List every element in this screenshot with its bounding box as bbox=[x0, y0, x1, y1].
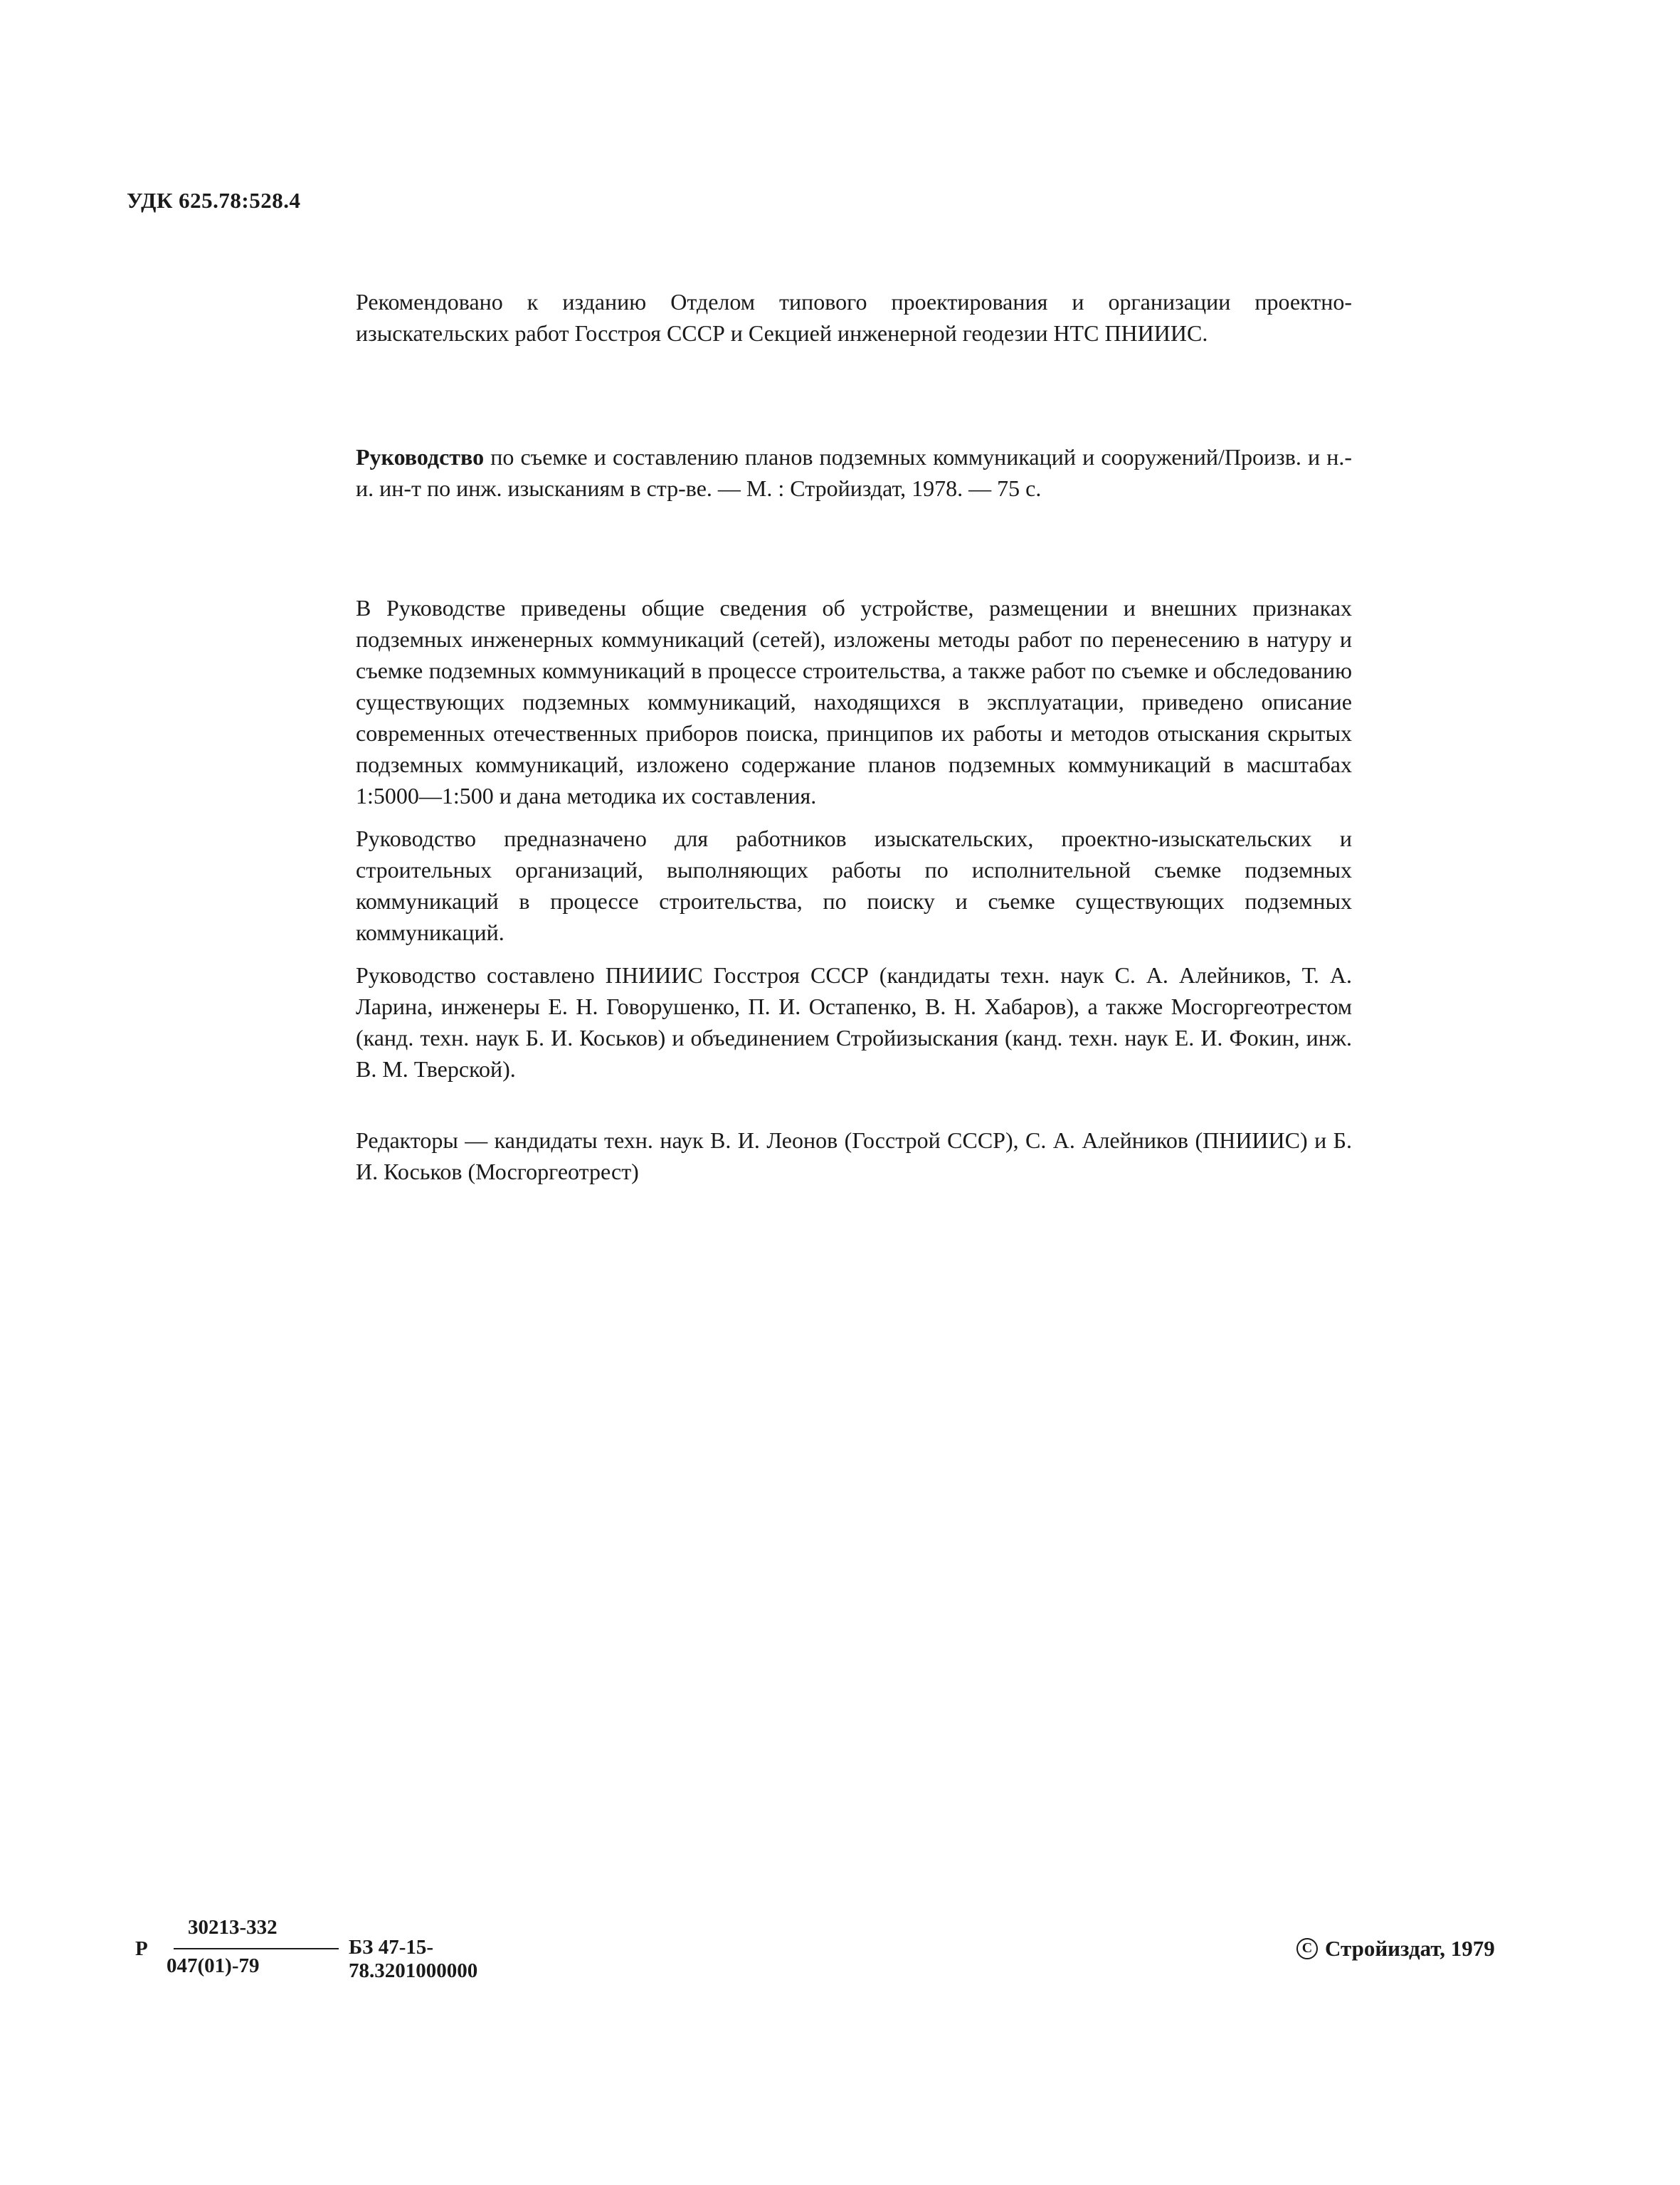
editors-note bbox=[356, 1125, 1352, 1187]
recommendation-note bbox=[356, 286, 1352, 349]
copyright-icon: C bbox=[1296, 1938, 1318, 1959]
annotation-paragraph-1: В Руководстве приведены общие сведения об устройстве, размещении и внешних признаках подземных инженерных коммуникаций (сетей), изложены методы работ по перенесению в натуру и съемке подземных коммуникаций в процессе строительства, а также работ по съемке и обследованию существующих подземных коммуникаций, находящихся в эксплуатации, приведено описание современных отечественных приборов поиска, принципов их работы и методов отыскания скрытых подземных коммуникаций, изложено содержание планов подземных коммуникаций в масштабах 1:5000—1:500 и дана методика их составления. bbox=[356, 595, 1352, 809]
citation-paragraph bbox=[356, 441, 1352, 504]
index-numerator: 30213-332 bbox=[188, 1916, 278, 1939]
citation-rest: по съемке и составлению планов подземных коммуникаций и сооружений/Произв. и н.-и. ин-т по инж. изысканиям в стр-ве. — М. : Стройиздат, 1978. — 75 с. bbox=[356, 444, 1352, 501]
editors-text: Редакторы — кандидаты техн. наук В. И. Леонов (Госстрой СССР), С. А. Алейников (ПНИИИС) и Б. И. Коськов (Мосгоргеотрест) bbox=[356, 1127, 1352, 1184]
recommendation-text: Рекомендовано к изданию Отделом типового проектирования и организации проектно-изыскательских работ Госстроя СССР и Секцией инженерной геодезии НТС ПНИИИС. bbox=[356, 289, 1352, 346]
annotation bbox=[356, 592, 1352, 1085]
copyright-notice bbox=[1296, 1936, 1495, 1962]
citation-title-lead: Руководство bbox=[356, 444, 485, 470]
index-letter: Р bbox=[135, 1937, 148, 1960]
index-denominator: 047(01)-79 bbox=[167, 1954, 260, 1977]
udk-code: УДК 625.78:528.4 bbox=[127, 188, 301, 213]
annotation-paragraph-3: Руководство составлено ПНИИИС Госстроя СССР (кандидаты техн. наук С. А. Алейников, Т. А. Ларина, инженеры Е. Н. Говорушенко, П. И. Остапенко, В. Н. Хабаров), а также Мосгоргеотрестом (канд. техн. наук Б. И. Коськов) и объединением Стройизыскания (канд. техн. наук Е. И. Фокин, инж. В. М. Тверской). bbox=[356, 962, 1352, 1082]
bibliographic-citation bbox=[356, 441, 1352, 504]
index-code: БЗ 47-15-78.3201000000 bbox=[349, 1936, 478, 1982]
annotation-paragraph-2: Руководство предназначено для работников изыскательских, проектно-изыскательских и строительных организаций, выполняющих работы по исполнительной съемке подземных коммуникаций в процессе строительства, по поиску и съемке существующих подземных коммуникаций. bbox=[356, 826, 1352, 945]
copyright-text: Стройиздат, 1979 bbox=[1325, 1936, 1495, 1961]
fraction-rule bbox=[174, 1948, 339, 1949]
